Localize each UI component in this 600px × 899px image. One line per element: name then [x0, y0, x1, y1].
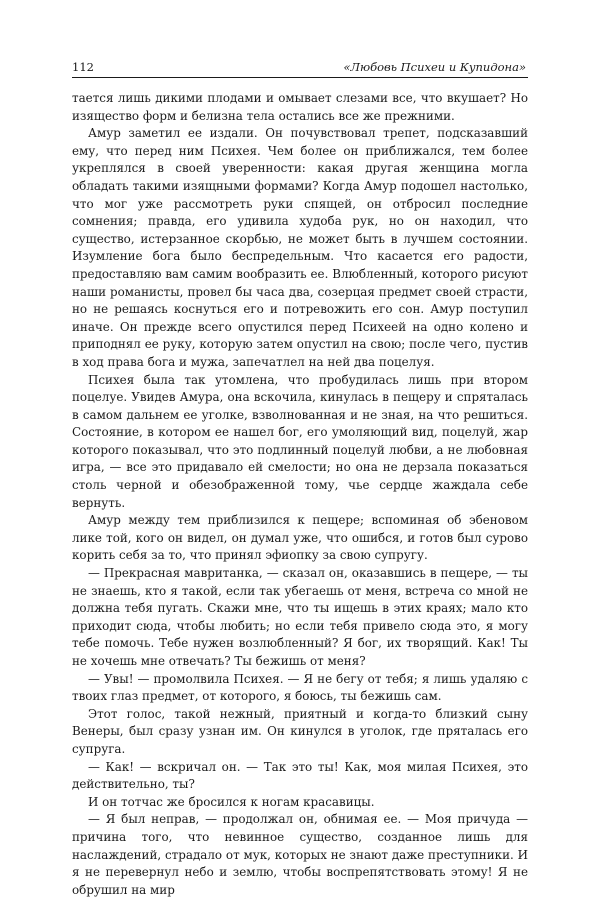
paragraph: Амур между тем приблизился к пещере; вспоминая об эбеновом лике той, кого он видел, он думал уже, что ошибся, и готов был сурово корить себя за то, что принял эфиопку за свою супругу.: [72, 513, 528, 563]
paragraph: — Прекрасная мавританка, — сказал он, оказавшись в пещере, — ты не знаешь, кто я такой, если так убегаешь от меня, встреча со мной не должна тебя пугать. Скажи мне, что ты ищешь в этих краях; мало кто приходит сюда, чтобы любить; но если тебя привело сюда это, я могу тебе помочь. Тебе нужен возлюбленный? Я бог, их творящий. Как! Ты не хочешь мне отвечать? Ты бежишь от меня?: [72, 566, 528, 668]
paragraph: Психея была так утомлена, что пробудилась лишь при втором поцелуе. Увидев Амура, она вскочила, кинулась в пещеру и спряталась в самом дальнем ее уголке, взволнованная и не зная, на что решиться. Состояние, в котором ее нашел бог, его умоляющий вид, поцелуй, жар которого показывал, что это подлинный поцелуй любви, а не любовная игра, — все это придавало ей смелости; но она не дерзала показаться столь черной и обезображенной тому, чье сердце жаждала себе вернуть.: [72, 372, 528, 510]
paragraph: — Увы! — промолвила Психея. — Я не бегу от тебя; я лишь удаляю с твоих глаз предмет, от которого, я боюсь, ты бежишь сам.: [72, 671, 528, 704]
paragraph: — Как! — вскричал он. — Так это ты! Как, моя милая Психея, это действительно, ты?: [72, 759, 528, 792]
page-number: 112: [72, 60, 94, 74]
running-title: «Любовь Психеи и Купидона»: [343, 60, 526, 74]
paragraph: тается лишь дикими плодами и омывает слезами все, что вкушает? Но изящество форм и белизна тела остались все же прежними.: [72, 91, 528, 123]
paragraph: И он тотчас же бросился к ногам красавицы.: [88, 794, 375, 809]
body-text: [72, 90, 528, 899]
paragraph: — Я был неправ, — продолжал он, обнимая ее. — Моя причуда — причина того, что невинное существо, созданное лишь для наслаждений, страдало от мук, которых не знают даже преступники. И я не перевернул небо и землю, чтобы воспрепятствовать этому! Я не обрушил на мир: [72, 812, 528, 897]
page-header: [72, 60, 528, 78]
book-page: [72, 60, 528, 899]
paragraph: Этот голос, такой нежный, приятный и когда-то близкий сыну Венеры, был сразу узнан им. Он кинулся в уголок, где пряталась его супруга.: [72, 706, 528, 756]
paragraph: Амур заметил ее издали. Он почувствовал трепет, подсказавший ему, что перед ним Психея. Чем более он приближался, тем более укреплялся в своей уверенности: какая другая женщина могла обладать такими изящными формами? Когда Амур подошел настолько, что мог уже рассмотреть руки спящей, он отбросил последние сомнения; правда, его удивила худоба рук, но он находил, что существо, истерзанное скорбью, не может быть в лучшем состоянии. Изумление бога было беспредельным. Что касается его радости, предоставляю вам самим вообразить ее. Влюбленный, которого рисуют наши романисты, провел бы часа два, созерцая предмет своей страсти, но не решаясь коснуться его и потревожить его сон. Амур поступил иначе. Он прежде всего опустился перед Психеей на одно колено и приподнял ее руку, которую затем опустил на свою; после чего, пустив в ход права бога и мужа, запечатлел на ней два поцелуя.: [72, 126, 528, 369]
